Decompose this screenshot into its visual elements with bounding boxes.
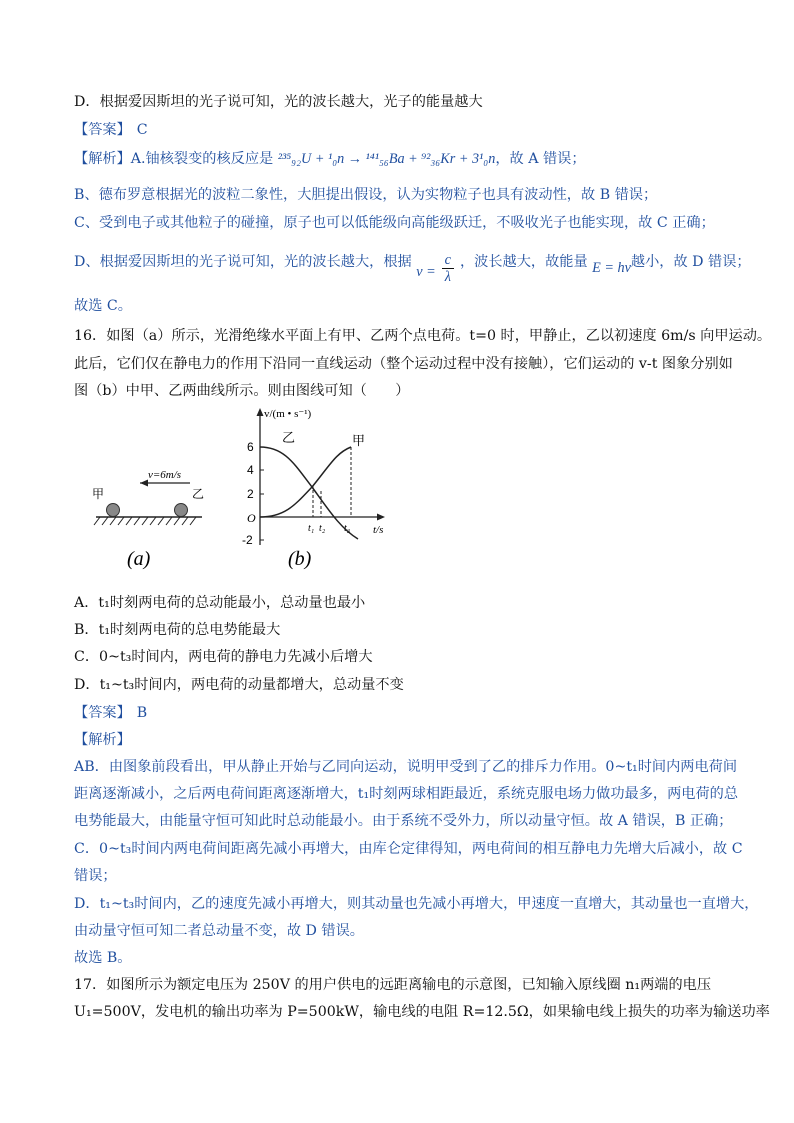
explanation-16-p5: 错误； <box>74 868 117 884</box>
explanation-label-16: 【解析】 <box>74 732 131 748</box>
answer-line-16: 【答案】 B <box>74 705 148 721</box>
question-16-line1: 16．如图（a）所示，光滑绝缘水平面上有甲、乙两个点电荷。t=0 时，甲静止，乙以初速度 6m/s 向甲运动。 <box>74 328 772 344</box>
y-tick-neg2: -2 <box>242 533 253 547</box>
option-a: A．t₁时刻两电荷的总动能最小，总动量也最小 <box>74 595 366 611</box>
question-17-line1: 17．如图所示为额定电压为 250V 的用户供电的远距离输电的示意图，已知输入原线圈 n₁两端的电压 <box>74 977 712 993</box>
x-tick-t3: t₃ <box>344 523 351 534</box>
y-tick-4: 4 <box>247 463 254 477</box>
caption-b: (b) <box>288 548 312 570</box>
y-tick-2: 2 <box>247 487 254 501</box>
explanation-16-p2: 距离逐渐减小，之后两电荷间距离逐渐增大，t₁时刻两球相距最近，系统克服电场力做功最多，两电荷的总 <box>74 786 739 802</box>
y-axis-label: v/(m • s⁻¹) <box>264 408 312 420</box>
option-d-previous: D．根据爱因斯坦的光子说可知，光的波长越大，光子的能量越大 <box>74 94 483 110</box>
frequency-fraction: $\frac{c}{\lambda}$ <box>442 252 454 285</box>
nuclear-reaction-formula: ²³⁵₉₂U + ¹₀n → ¹⁴¹₅₆Ba + ⁹²₃₆Kr + 3¹₀n <box>277 151 496 167</box>
choice-c: 故选 C。 <box>74 298 132 314</box>
explanation-b: B、德布罗意根据光的波粒二象性，大胆提出假设，认为实物粒子也具有波动性，故 B 错误； <box>74 187 658 203</box>
figure-question-16 <box>90 405 410 580</box>
figure-a <box>92 469 204 570</box>
answer-line: 【答案】 C <box>74 122 148 138</box>
explanation-c: C、受到电子或其他粒子的碰撞，原子也可以低能级向高能级跃迁，不吸收光子也能实现，故 C 正确； <box>74 215 715 231</box>
velocity-label: v=6m/s <box>148 469 182 481</box>
charge-yi <box>175 504 188 517</box>
question-17-line2: U₁=500V，发电机的输出功率为 P=500kW，输电线的电阻 R=12.5Ω，如果输电线上损失的功率为输送功率 <box>74 1004 770 1020</box>
x-tick-t1: t₁ <box>308 523 315 534</box>
option-b: B．t₁时刻两电荷的总电势能最大 <box>74 622 281 638</box>
charge-jia <box>107 504 120 517</box>
label-yi: 乙 <box>192 487 205 501</box>
explanation-a: 【解析】A.铀核裂变的核反应是 ²³⁵₉₂U + ¹₀n → ¹⁴¹₅₆Ba + ⁹²₃₆Kr + 3¹₀n，故 A 错误； <box>74 151 586 167</box>
explanation-d: D、根据爱因斯坦的光子说可知，光的波长越大，根据 ν = $\frac{c}{\lambda}$ ，波长越大，故能量 E = hν越小，故 D 错误； <box>74 251 751 285</box>
option-d: D．t₁~t₃时间内，两电荷的动量都增大，总动量不变 <box>74 677 404 693</box>
question-16-line3: 图（b）中甲、乙两曲线所示。则由图线可知（ ） <box>74 383 410 399</box>
origin-label: O <box>247 511 256 525</box>
question-16-line2: 此后，它们仅在静电力的作用下沿同一直线运动（整个运动过程中没有接触），它们运动的 v-t 图象分别如 <box>74 356 733 372</box>
explanation-16-p6: D．t₁~t₃时间内，乙的速度先减小再增大，则其动量也先减小再增大，甲速度一直增大，其动量也一直增大， <box>74 896 759 912</box>
y-tick-6: 6 <box>247 440 254 454</box>
option-c: C．0~t₃时间内，两电荷的静电力先减小后增大 <box>74 649 373 665</box>
figure-b <box>242 408 385 570</box>
explanation-16-p7: 由动量守恒可知二者总动量不变，故 D 错误。 <box>74 923 364 939</box>
choice-b: 故选 B。 <box>74 950 132 966</box>
caption-a: (a) <box>127 548 151 570</box>
curve-jia <box>260 447 351 517</box>
label-jia: 甲 <box>92 487 105 501</box>
curve-label-jia: 甲 <box>352 434 366 449</box>
curve-label-yi: 乙 <box>282 431 296 446</box>
x-tick-t2: t₂ <box>319 523 326 534</box>
x-axis-label: t/s <box>373 524 384 536</box>
explanation-16-p3: 电势能最大，由能量守恒可知此时总动能最小。由于系统不受外力，所以动量守恒。故 A 错误，B 正确； <box>74 813 733 829</box>
explanation-16-p4: C．0~t₃时间内两电荷间距离先减小再增大，由库仑定律得知，两电荷间的相互静电力先增大后减小，故 C <box>74 841 743 857</box>
explanation-16-p1: AB．由图象前段看出，甲从静止开始与乙同向运动，说明甲受到了乙的排斥力作用。0~t₁时间内两电荷间 <box>74 759 738 775</box>
